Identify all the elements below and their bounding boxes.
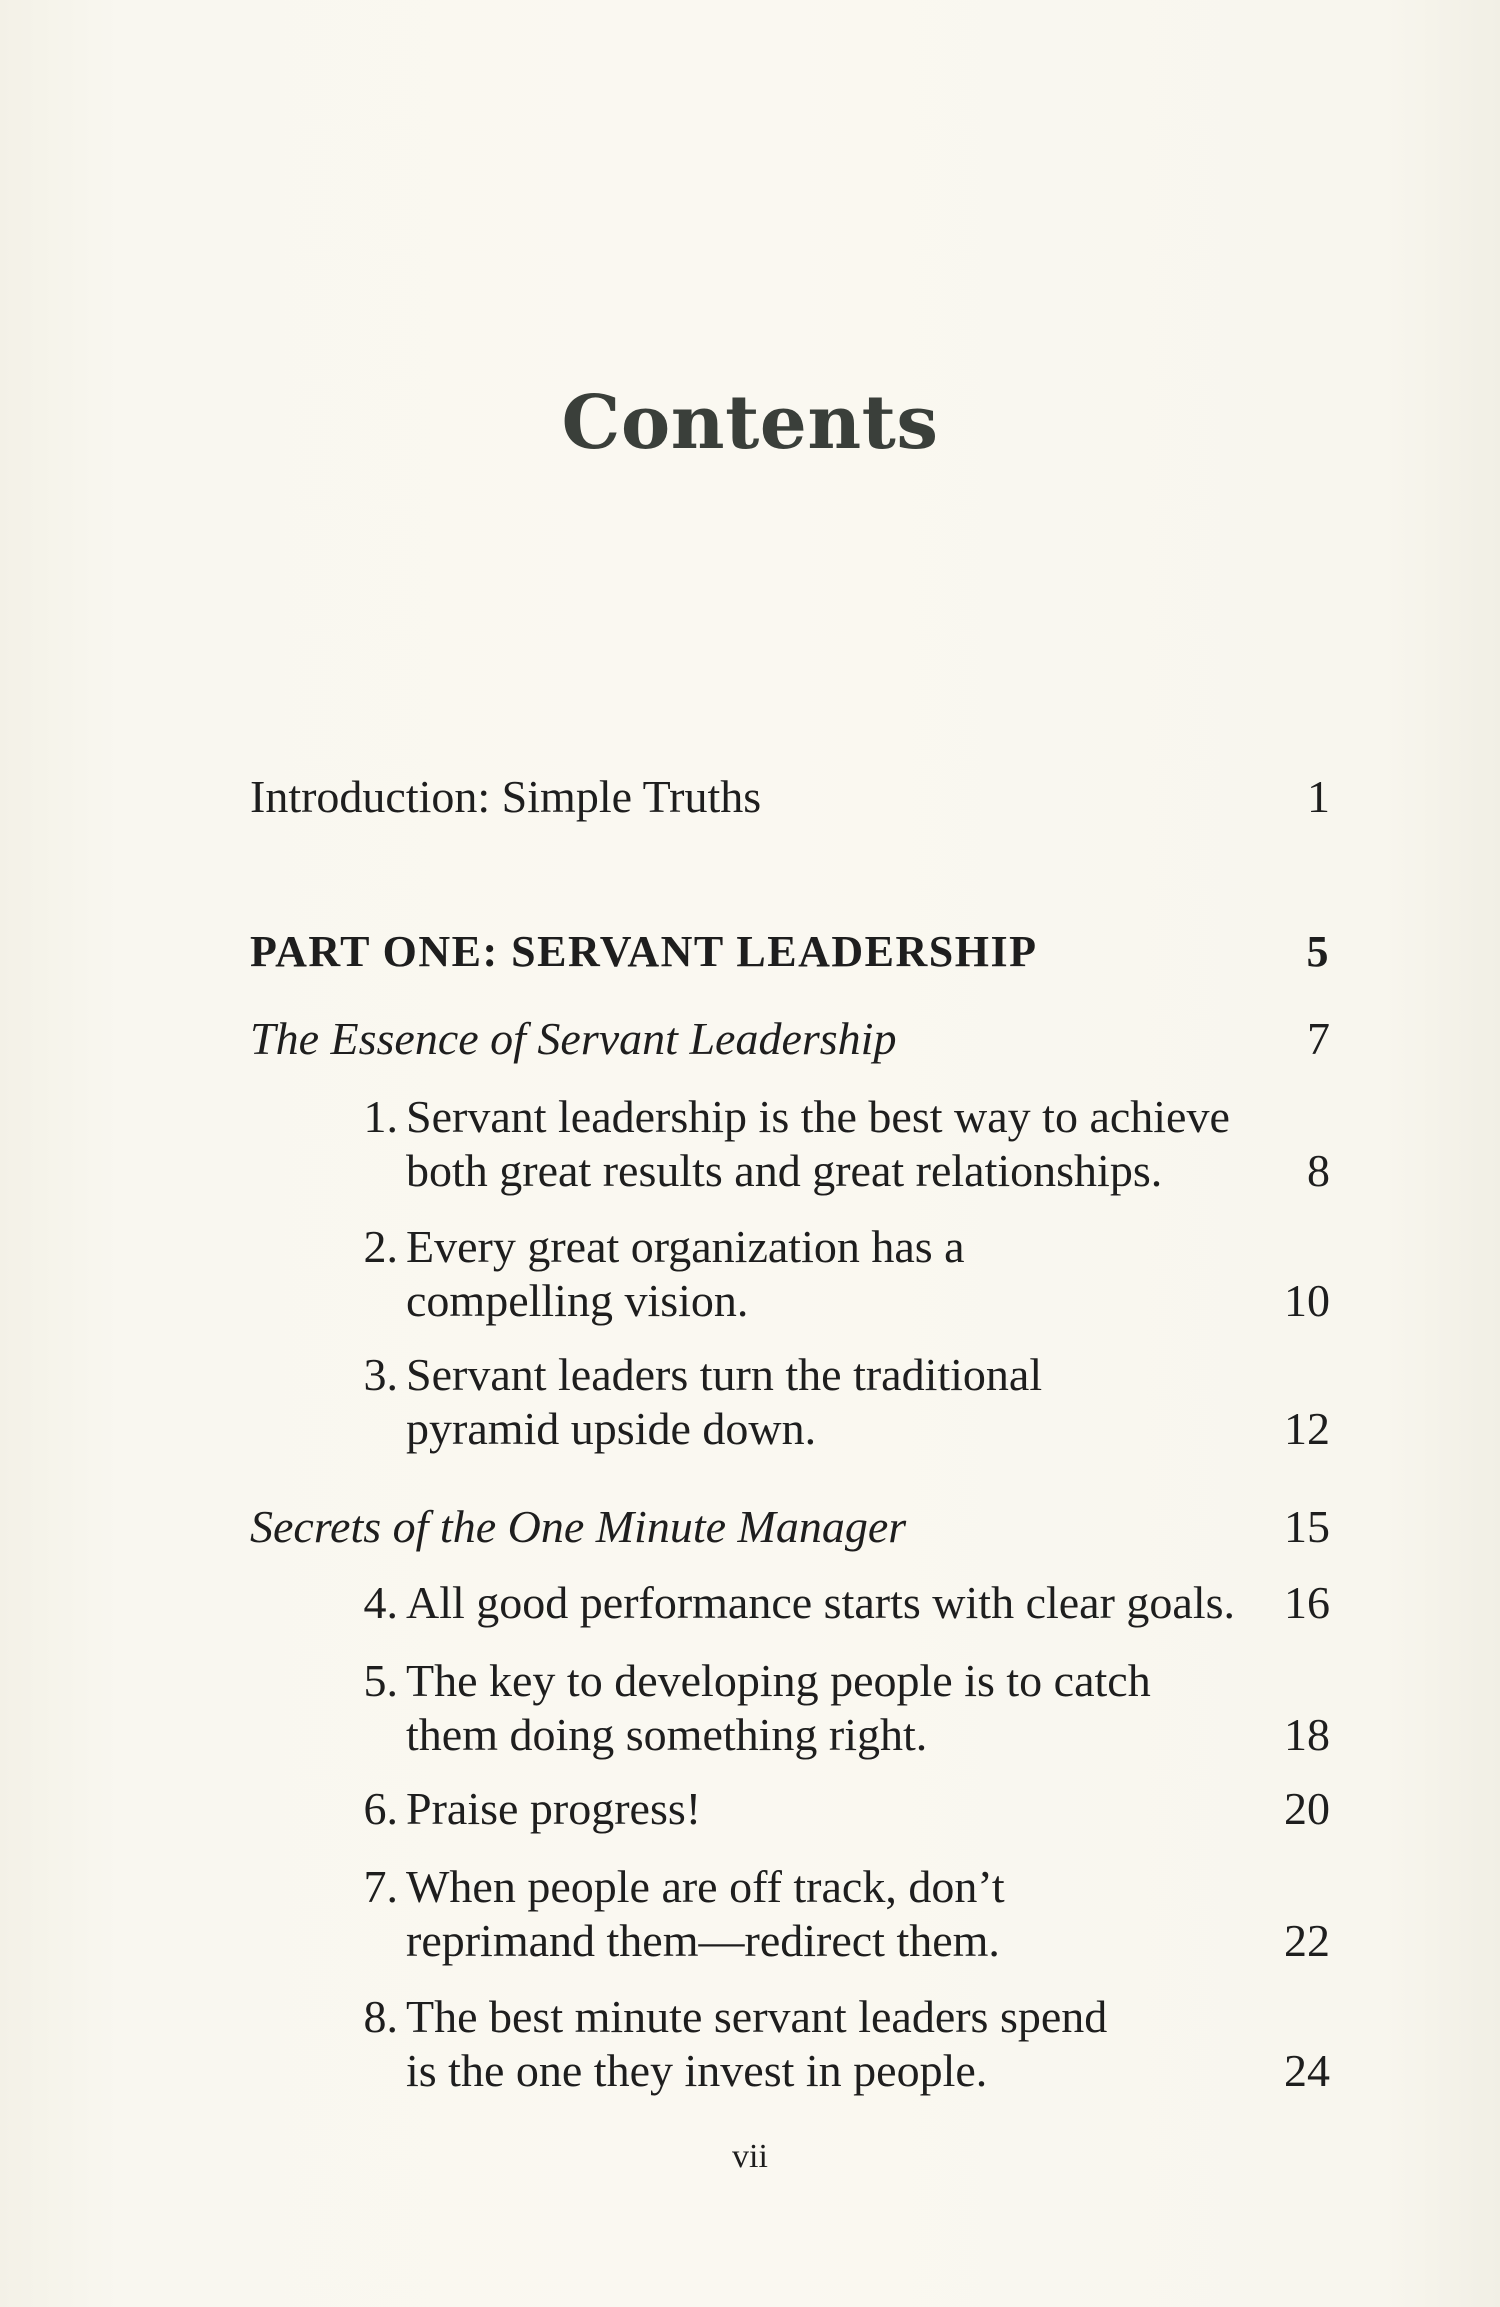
toc-item-text [406,1348,1236,1456]
toc-item-number: 7. [363,1861,398,1912]
toc-item [338,1860,1330,1968]
toc-item-number: 5. [363,1655,398,1706]
toc-page-number: 16 [1284,1577,1330,1628]
toc-item-line: The key to developing people is to catch [406,1655,1151,1706]
toc-item-text [406,1090,1236,1198]
toc-item-number: 6. [363,1783,398,1834]
toc-page-number: 20 [1284,1783,1330,1834]
toc-page-number: 22 [1284,1915,1330,1966]
toc-page-number: 12 [1284,1403,1330,1454]
toc-item-number: 4. [363,1577,398,1628]
toc-item-number: 8. [363,1991,398,2042]
toc-entry-label: Introduction: Simple Truths [250,771,762,822]
toc-part-heading [250,925,1330,979]
toc-page-number: 1 [1307,771,1330,822]
toc-item-text [406,1576,1236,1630]
toc-item-text [406,1220,1236,1328]
toc-item-number: 3. [363,1349,398,1400]
toc-item [338,1348,1330,1456]
toc-section-label: Secrets of the One Minute Manager [250,1501,907,1552]
toc-section-heading [250,1012,1330,1066]
toc-item-number: 2. [363,1221,398,1272]
toc-page-number: 8 [1307,1145,1330,1196]
toc-item-line: Servant leaders turn the traditional [406,1349,1043,1400]
page-title: Contents [561,380,939,466]
toc-page-number: 7 [1307,1013,1330,1064]
toc-item-line: When people are off track, don’t [406,1861,1005,1912]
toc-item [338,1990,1330,2098]
toc-page-number: 10 [1284,1275,1330,1326]
toc-item-line: pyramid upside down. [406,1403,817,1454]
toc-section-label: The Essence of Servant Leadership [250,1013,897,1064]
toc-part-label: PART ONE: SERVANT LEADERSHIP [250,927,1038,976]
toc-item-line: The best minute servant leaders spend [406,1991,1108,2042]
toc-item-line: Every great organization has a [406,1221,965,1272]
toc-item [338,1782,1330,1836]
page-folio: vii [732,2138,768,2175]
toc-item-line: Servant leadership is the best way to achieve [406,1091,1230,1142]
toc-item-text [406,1990,1236,2098]
toc-page-number: 18 [1284,1709,1330,1760]
toc-item-line: Praise progress! [406,1783,702,1834]
toc-section-heading [250,1500,1330,1554]
toc-item-line: reprimand them—redirect them. [406,1915,1000,1966]
toc-page-number: 5 [1306,927,1330,976]
toc-item-text [406,1782,1236,1836]
toc-item-number: 1. [363,1091,398,1142]
toc-item [338,1576,1330,1630]
toc-item-line: compelling vision. [406,1275,749,1326]
toc-item [338,1090,1330,1198]
toc-page-number: 24 [1284,2045,1330,2096]
toc-item [338,1220,1330,1328]
toc-page-number: 15 [1284,1501,1330,1552]
toc-item-text [406,1860,1236,1968]
toc-item-text [406,1654,1236,1762]
toc-item-line: both great results and great relationships. [406,1145,1163,1196]
toc-item-line: is the one they invest in people. [406,2045,988,2096]
toc-item-line: them doing something right. [406,1709,928,1760]
toc-item-line: All good performance starts with clear goals. [406,1577,1236,1628]
toc-item [338,1654,1330,1762]
toc-entry-introduction [250,770,1330,824]
